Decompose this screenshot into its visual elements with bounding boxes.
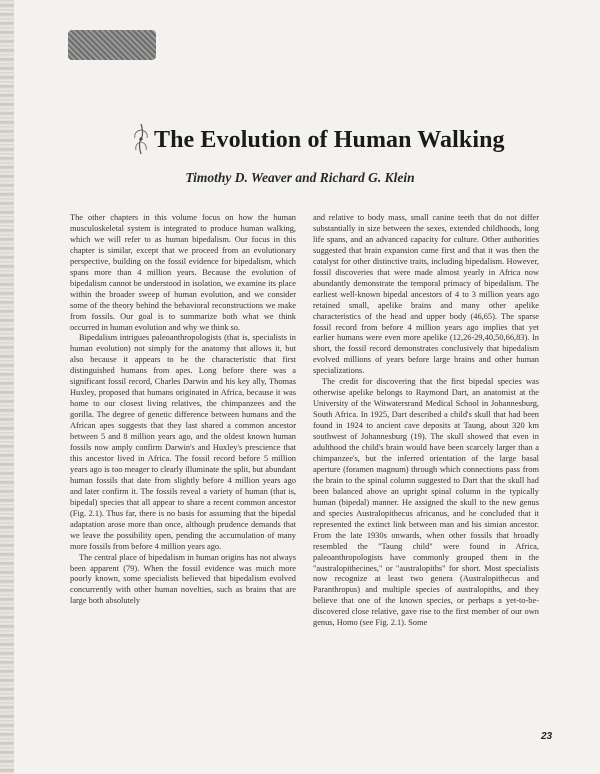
paragraph: The credit for discovering that the first bipedal species was otherwise apelike belongs to Raymond Dart, an anatomist at the University of the Witwatersrand Medical School in Johannesburg, South Africa. In 1925, Dart described a child's skull that had been found in 1924 to ancient cave deposits at Taung, about 320 km southwest of Johannesburg (19). The skull showed that even in adulthood the child's brain would have been scarcely larger than a chimpanzee's, but the inferred orientation of the large basal aperture (foramen magnum) through which connections pass from the brain to the spinal column suggested to Dart that the skull had been balanced above an upright spinal column in the typically human (bipedal) manner. He assigned the skull to the new genus and species Australopithecus africanus, and he concluded that it represented the extinct link between man and his simian ancestor. From the late 1930s onwards, when other fossils that broadly resembled the "Taung child" were found in Africa, paleoanthropologists have commonly grouped them in the "australopithecines," or "australopiths" for short. Most specialists now recognize at least two genera (Australopithecus and Paranthropus) and multiple species of australopiths, and they believe that one of the known species, or perhaps a yet-to-be-discovered close relative, gave rise to the first member of our own genus, Homo (see Fig. 2.1). Some [313, 377, 539, 628]
chapter-ornament-icon [130, 122, 152, 156]
paragraph: Bipedalism intrigues paleoanthropologists (that is, specialists in human evolution) not simply for the anatomy that allows it, but also because it appears to be the characteristic that first distinguished humans from apes. Long before there was a significant fossil record, Charles Darwin and his key ally, Thomas Huxley, proposed that humans originated in Africa, because it was home to our closest living relatives, the chimpanzees and the gorilla. The degree of genetic difference between humans and the African apes suggests that they last shared a common ancestor between 5 and 8 million years ago, and the oldest known human fossils now amply confirm Darwin's and Huxley's prescience that this ancestor lived in Africa. The fossil record before 5 million years ago is too meager to clearly illuminate the split, but abundant human fossils that date from slightly before 4 million years ago and later confirm it. The fossils reveal a variety of human (that is, bipedal) species that all appear to share a recent common ancestor (Fig. 2.1). Thus far, there is no basis for assuming that the bipedal adaptation arose more than once, although prudence demands that we leave the possibility open, pending the accumulation of many more fossils from before 4 million years ago. [70, 333, 296, 551]
text-column-left [70, 213, 296, 607]
chapter-header-badge [68, 30, 156, 60]
paragraph: The other chapters in this volume focus on how the human musculoskeletal system is integrated to produce human walking, which we will refer to as human bipedalism. Our focus in this chapter is similar, except that we proceed from an evolutionary perspective, building on the fossil evidence for bipedalism, which spans more than 4 million years. Because the evolution of bipedalism cannot be understood in isolation, we examine its place within the broader sweep of human evolution, and we consider some of the theory behind the behavioral reconstructions we make from fossils. Our goal is to summarize both what we think occurred in human evolution and why we think so. [70, 213, 296, 332]
paragraph: and relative to body mass, small canine teeth that do not differ substantially in size between the sexes, extended childhoods, long life spans, and an advanced capacity for culture. Other authorities suggested that brain expansion came first and that it was then the catalyst for other distinctive traits, including bipedalism. However, fossil discoveries that were made almost yearly in Africa now abundantly demonstrate the temporal primacy of bipedalism. The earliest well-known bipedal ancestors of 4 to 3 million years ago retained small, apelike brains and many other apelike characteristics of the head and upper body (46,65). The sparse fossil record from before 4 million years ago implies that yet earlier humans were even more apelike (12,26-29,40,50,66,83). In short, the fossil record demonstrates conclusively that bipedalism evolved millions of years before large brains and other human specializations. [313, 213, 539, 376]
text-column-right [313, 213, 539, 629]
binding-edge [0, 0, 14, 774]
page-number: 23 [541, 731, 553, 742]
paragraph: The central place of bipedalism in human origins has not always been apparent (79). When the fossil evidence was much more poorly known, some specialists believed that bipedalism evolved concurrently with other human novelties, such as brains that are large both absolutely [70, 552, 296, 606]
chapter-title: The Evolution of Human Walking [154, 127, 505, 153]
chapter-authors: Timothy D. Weaver and Richard G. Klein [185, 170, 415, 185]
